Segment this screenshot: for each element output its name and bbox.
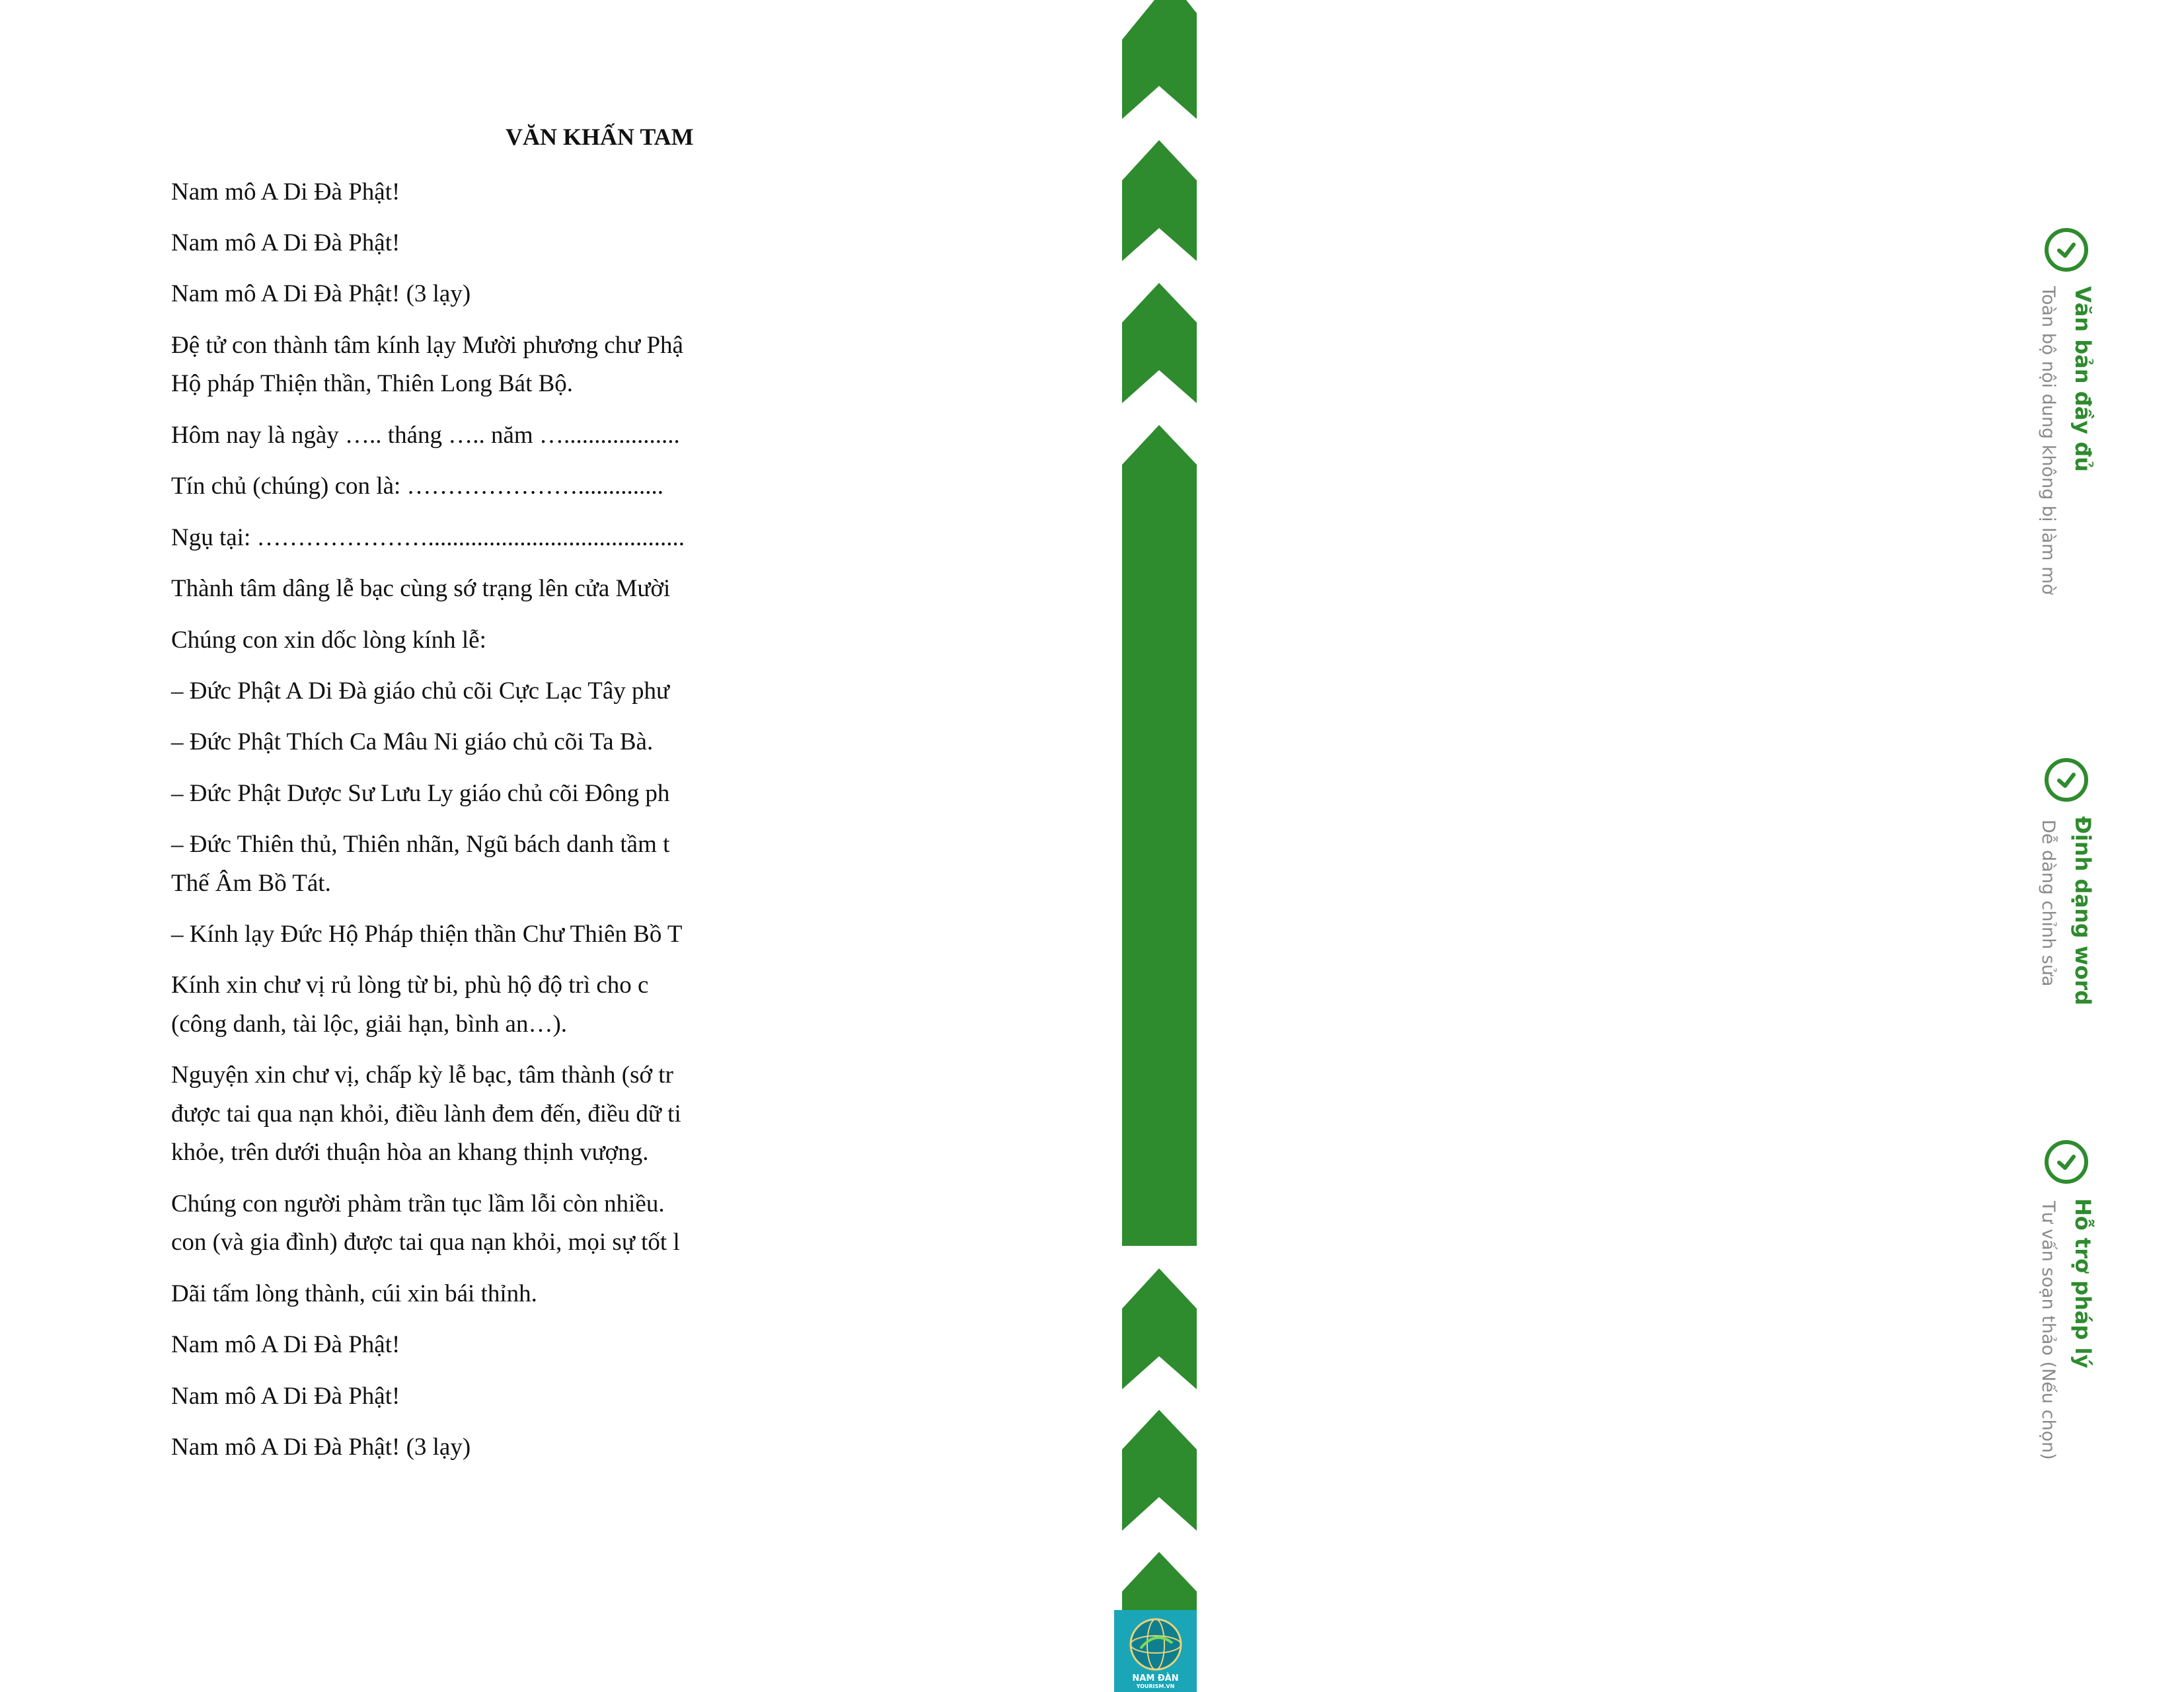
cta-band [1122, 425, 1197, 1246]
document-line: Chúng con người phàm trần tục lầm lỗi còn nhiều. [171, 1190, 665, 1217]
document-line: (công danh, tài lộc, giải hạn, bình an…). [171, 1011, 568, 1038]
document-line: – Đức Thiên thủ, Thiên nhãn, Ngũ bách danh tầm t [171, 831, 670, 858]
document-line: Tín chủ (chúng) con là: ………………….............. [171, 473, 664, 500]
chevron-up-icon [1122, 283, 1197, 403]
document-line: Thành tâm dâng lễ bạc cùng sớ trạng lên cửa Mười [171, 575, 671, 602]
feature-subtitle: Toàn bộ nội dung không bị làm mờ [2038, 286, 2058, 595]
document-line: Dãi tấm lòng thành, cúi xin bái thỉnh. [171, 1280, 537, 1307]
logo-subtitle: YOURISM.VN [1136, 1683, 1175, 1689]
document-line: – Đức Phật A Di Đà giáo chủ cõi Cực Lạc Tây phư [171, 677, 670, 705]
logo-name: NAM ĐÀN [1132, 1673, 1179, 1683]
feature-title: Hỗ trợ pháp lý [2070, 1198, 2095, 1369]
chevron-up-icon [1122, 1268, 1197, 1389]
document-line: được tai qua nạn khỏi, điều lành đem đến, điều dữ ti [171, 1100, 681, 1128]
download-banner[interactable] [1004, 0, 2184, 1692]
feature-subtitle: Tư vấn soạn thảo (Nếu chọn) [2038, 1201, 2058, 1460]
chevron-up-icon [1122, 1552, 1197, 1610]
chevron-up-icon [1122, 1410, 1197, 1531]
document-line: Nam mô A Di Đà Phật! (3 lạy) [171, 1434, 471, 1461]
document-line: Thế Âm Bồ Tát. [171, 870, 331, 897]
brand-logo [1114, 1610, 1197, 1692]
check-circle-icon [2043, 1139, 2090, 1185]
document-line: Đệ tử con thành tâm kính lạy Mười phương chư Phậ [171, 332, 683, 359]
document-line: – Đức Phật Dược Sư Lưu Ly giáo chủ cõi Đông ph [171, 780, 670, 807]
feature-title: Định dạng word [2070, 816, 2095, 1006]
feature-title: Văn bản đầy đủ [2070, 286, 2095, 472]
document-title: VĂN KHẤN TAM [506, 124, 694, 150]
document-line: – Kính lạy Đức Hộ Pháp thiện thần Chư Thiên Bồ T [171, 921, 683, 948]
feature-subtitle: Dễ dàng chỉnh sửa [2038, 820, 2058, 987]
document-line: con (và gia đình) được tai qua nạn khỏi, mọi sự tốt l [171, 1229, 680, 1256]
document-line: Nam mô A Di Đà Phật! [171, 178, 400, 206]
download-cta-label[interactable]: Tải xuống và nhận ngay [2155, 701, 2184, 1038]
document-line: Hộ pháp Thiện thần, Thiên Long Bát Bộ. [171, 370, 574, 397]
document-line: Kính xin chư vị rủ lòng từ bi, phù hộ độ trì cho c [171, 972, 649, 999]
chevron-up-icon [1122, 0, 1197, 119]
document-line: Hôm nay là ngày ….. tháng ….. năm …................... [171, 422, 680, 449]
document-line: Chúng con xin dốc lòng kính lễ: [171, 627, 486, 654]
document-line: Ngụ tại: ………………….......................................... [171, 524, 685, 551]
document-preview [0, 0, 704, 1692]
check-circle-icon [2043, 227, 2090, 273]
check-circle-icon [2043, 757, 2090, 803]
document-line: – Đức Phật Thích Ca Mâu Ni giáo chủ cõi Ta Bà. [171, 728, 654, 755]
banner-chevron-strip [1004, 0, 1197, 1692]
chevron-up-icon [1122, 140, 1197, 261]
document-line: Nam mô A Di Đà Phật! (3 lạy) [171, 280, 471, 307]
document-line: Nam mô A Di Đà Phật! [171, 1331, 400, 1358]
document-line: Nam mô A Di Đà Phật! [171, 1383, 400, 1410]
document-line: Nam mô A Di Đà Phật! [171, 229, 400, 256]
document-line: khỏe, trên dưới thuận hòa an khang thịnh vượng. [171, 1139, 649, 1166]
document-line: Nguyện xin chư vị, chấp kỳ lễ bạc, tâm thành (sớ tr [171, 1061, 673, 1089]
